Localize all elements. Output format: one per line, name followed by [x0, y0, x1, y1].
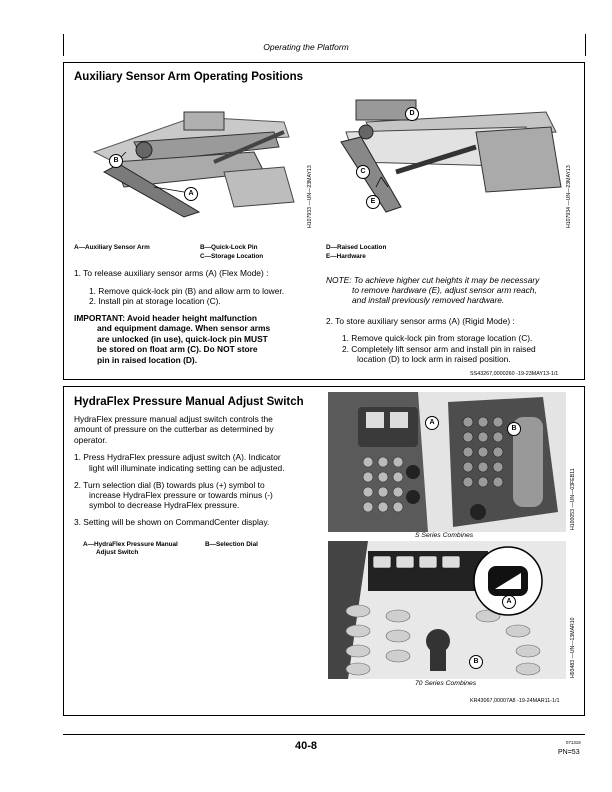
- note-l2: to remove hardware (E), adjust sensor arm reach,: [352, 285, 537, 295]
- s2-step1-l2: light will illuminate indicating setting can be adjusted.: [89, 463, 285, 473]
- page-number: 40-8: [294, 740, 318, 752]
- section2-title: HydraFlex Pressure Manual Adjust Switch: [74, 396, 304, 408]
- sensor-arm-illustration-2: [326, 92, 564, 230]
- footer-rule: [63, 734, 585, 735]
- s1-step1-sub2: 2. Install pin at storage location (C).: [89, 296, 221, 306]
- important-l2: and equipment damage. When sensor arms: [97, 323, 271, 333]
- s1-step2-sub2-l1: 2. Completely lift sensor arm and install pin in raised: [342, 344, 536, 354]
- section1-title: Auxiliary Sensor Arm Operating Positions: [74, 71, 303, 83]
- s1-ref: SS43267,0000260 -19-23MAY13-1/1: [470, 371, 559, 377]
- s1-step2: 2. To store auxiliary sensor arms (A) (Rigid Mode) :: [326, 316, 515, 326]
- s1-step2-sub2-l2: location (D) to lock arm in raised position.: [357, 354, 511, 364]
- legend-a: A—Auxiliary Sensor Arm: [74, 244, 150, 251]
- callout-d: D: [405, 107, 419, 121]
- footer-code: 071318: [566, 740, 581, 745]
- s2-fig1-id: H100053 —UN—03FEB11: [570, 468, 576, 530]
- important-l5: pin in raised location (D).: [97, 355, 198, 365]
- s2-step1-l1: 1. Press HydraFlex pressure adjust switch (A). Indicator: [74, 452, 281, 462]
- callout-c: C: [356, 165, 370, 179]
- s2-legend-b: B—Selection Dial: [205, 541, 258, 548]
- footer-pn: PN=53: [558, 749, 580, 756]
- s1-step1-sub1: 1. Remove quick-lock pin (B) and allow arm to lower.: [89, 286, 285, 296]
- important-l1: IMPORTANT: Avoid header height malfunction: [74, 313, 258, 323]
- note-l1: NOTE: To achieve higher cut heights it may be necessary: [326, 275, 540, 285]
- s2-step2-l3: symbol to decrease HydraFlex pressure.: [89, 500, 240, 510]
- important-l3: are unlocked (in use), quick-lock pin MUST: [97, 334, 268, 344]
- s2-fig2-id: H93483 —UN—13MAR10: [570, 617, 576, 678]
- callout-e: E: [366, 195, 380, 209]
- caption-70-series: 70 Series Combines: [415, 680, 477, 687]
- s2-callout-a-top: A: [425, 416, 439, 430]
- s2-intro-l3: operator.: [74, 435, 108, 445]
- legend-d: D—Raised Location: [326, 244, 387, 251]
- note-l3: and install previously removed hardware.: [352, 295, 505, 305]
- 70-series-panel-illustration: [328, 541, 566, 679]
- s2-intro-l1: HydraFlex pressure manual adjust switch controls the: [74, 414, 273, 424]
- s2-callout-a-bottom: A: [502, 595, 516, 609]
- legend-b: B—Quick-Lock Pin: [200, 244, 258, 251]
- s2-intro-l2: amount of pressure on the cutterbar as determined by: [74, 424, 274, 434]
- s2-step3: 3. Setting will be shown on CommandCenter display.: [74, 517, 270, 527]
- fig2-id: H107934 —UN—23MAY13: [566, 165, 572, 228]
- s-series-panel-illustration: [328, 392, 566, 532]
- caption-s-series: S Series Combines: [415, 532, 474, 539]
- s2-legend-a-l1: A—HydraFlex Pressure Manual: [83, 541, 178, 548]
- s2-callout-b-top: B: [507, 422, 521, 436]
- legend-c: C—Storage Location: [200, 253, 264, 260]
- s2-legend-a-l2: Adjust Switch: [96, 549, 139, 556]
- legend-e: E—Hardware: [326, 253, 366, 260]
- callout-a: A: [184, 187, 198, 201]
- s1-step2-sub1: 1. Remove quick-lock pin from storage location (C).: [342, 333, 533, 343]
- s2-callout-b-bottom: B: [469, 655, 483, 669]
- s1-step1: 1. To release auxiliary sensor arms (A) (Flex Mode) :: [74, 268, 269, 278]
- s2-step2-l1: 2. Turn selection dial (B) towards plus (+) symbol to: [74, 480, 265, 490]
- important-l4: be stored on float arm (C). Do NOT store: [97, 344, 258, 354]
- header-title: Operating the Platform: [263, 42, 349, 52]
- s2-ref: KR43067,00007A8 -19-24MAR11-1/1: [470, 698, 560, 704]
- s2-step2-l2: increase HydraFlex pressure or towards minus (-): [89, 490, 273, 500]
- callout-b: B: [109, 154, 123, 168]
- fig1-id: H107933 —UN—23MAY13: [307, 165, 313, 228]
